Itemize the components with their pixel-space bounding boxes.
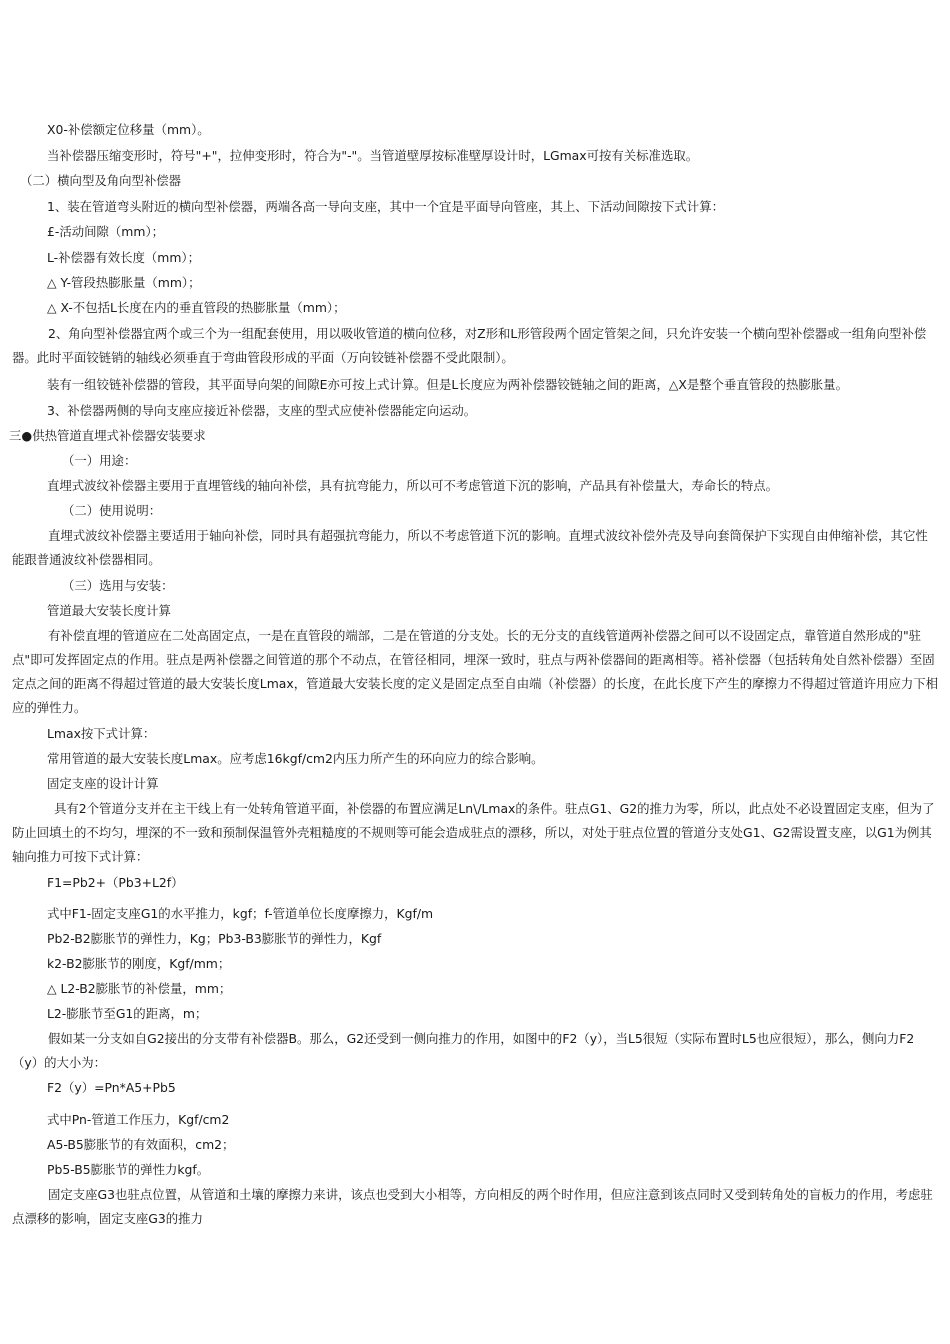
text-line: 式中Pn-管道工作压力，Kgf/cm2 bbox=[47, 1112, 230, 1127]
text-line: X0-补偿额定位移量（mm）。 bbox=[47, 122, 210, 137]
paragraph: 固定支座G3也驻点位置，从管道和土壤的摩擦力来讲，该点也受到大小相等，方向相反的两个时作用，但应注意到该点同时又受到转角处的盲板力的作用，考虑驻点漂移的影响，固定支座G3的推力 bbox=[12, 1187, 933, 1226]
text-line: 3、补偿器两侧的导向支座应接近补偿器，支座的型式应使补偿器能定向运动。 bbox=[47, 403, 477, 418]
text-line: 管道最大安装长度计算 bbox=[47, 603, 171, 618]
paragraph: 有补偿直埋的管道应在二处高固定点，一是在直管段的端部，二是在管道的分支处。长的无分支的直线管道两补偿器之间可以不设固定点，靠管道自然形成的"驻点"即可发挥固定点的作用。驻点是两补偿器之间管道的那个不动点，在管径相同，埋深一致时，驻点与两补偿器间的距离相等。褡补偿器（包括转角处自然补偿器）至固定点之间的距离不得超过管道的最大安装长度Lmax，管道最大安装长度的定义是固定点至自由端（补偿器）的长度，在此长度下产生的摩擦力不得超过管道许用应力下相应的弹性力。 bbox=[12, 628, 939, 715]
subsection-heading: （三）选用与安装： bbox=[62, 578, 174, 593]
text-line: k2-B2膨胀节的刚度，Kgf/mm； bbox=[47, 956, 231, 971]
section-heading: （二）横向型及角向型补偿器 bbox=[20, 173, 182, 188]
text-line: L-补偿器有效长度（mm）； bbox=[47, 250, 201, 265]
text-line: 直埋式波纹补偿器主要用于直埋管线的轴向补偿，具有抗弯能力，所以可不考虑管道下沉的影响，产品具有补偿量大，寿命长的特点。 bbox=[47, 478, 779, 493]
text-line: Pb5-B5膨胀节的弹性力kgf。 bbox=[47, 1162, 210, 1177]
paragraph: 直埋式波纹补偿器主要适用于轴向补偿，同时具有超强抗弯能力，所以不考虑管道下沉的影响。直埋式波纹补偿外壳及导向套筒保护下实现自由伸缩补偿，其它性能跟普通波纹补偿器相同。 bbox=[12, 528, 928, 567]
text-line: L2-膨胀节至G1的距离，m； bbox=[47, 1006, 208, 1021]
text-line: 式中F1-固定支座G1的水平推力，kgf；f-管道单位长度摩擦力，Kgf/m bbox=[47, 906, 434, 921]
text-line: 装有一组铰链补偿器的管段，其平面导向架的间隙E亦可按上式计算。但是L长度应为两补偿器铰链轴之间的距离，△X是整个垂直管段的热膨胀量。 bbox=[47, 377, 848, 392]
text-line: Lmax按下式计算： bbox=[47, 726, 156, 741]
subsection-heading: （二）使用说明： bbox=[62, 503, 162, 518]
paragraph: 2、角向型补偿器宜两个或三个为一组配套使用，用以吸收管道的横向位移，对Z形和L形管段两个固定管架之间，只允许安装一个横向型补偿器或一组角向型补偿器。此时平面铰链销的轴线必须垂直于弯曲管段形成的平面（万向铰链补偿器不受此限制）。 bbox=[12, 326, 927, 365]
text-line: △ X-不包括L长度在内的垂直管段的热膨胀量（mm）； bbox=[47, 300, 346, 315]
text-line: Pb2-B2膨胀节的弹性力，Kg；Pb3-B3膨胀节的弹性力，Kgf bbox=[47, 931, 382, 946]
text-line: △ Y-管段热膨胀量（mm）； bbox=[47, 275, 201, 290]
subsection-heading: （一）用途： bbox=[62, 453, 137, 468]
text-line: A5-B5膨胀节的有效面积，cm2； bbox=[47, 1137, 235, 1152]
text-line: 1、装在管道弯头附近的横向型补偿器，两端各高一导向支座，其中一个宜是平面导向管座，其上、下活动间隙按下式计算： bbox=[47, 199, 724, 214]
text-line: 固定支座的设计计算 bbox=[47, 776, 159, 791]
text-line: △ L2-B2膨胀节的补偿量，mm； bbox=[47, 981, 232, 996]
formula: F2（y）=Pn*A5+Pb5 bbox=[47, 1080, 176, 1095]
paragraph: 具有2个管道分支并在主干线上有一处转角管道平面，补偿器的布置应满足Ln\/Lmax的条件。驻点G1、G2的推力为零，所以，此点处不必设置固定支座，但为了防止回填土的不均匀，埋深的不一致和预制保温管外壳粗糙度的不规则等可能会造成驻点的漂移，所以，对处于驻点位置的管道分支处G1、G2需设置支座，以G1为例其轴向推力可按下式计算： bbox=[12, 801, 935, 864]
section-heading: 三●供热管道直埋式补偿器安装要求 bbox=[9, 428, 206, 443]
paragraph: 假如某一分支如自G2接出的分支带有补偿器B。那么，G2还受到一侧向推力的作用，如图中的F2（y），当L5很短（实际布置时L5也应很短），那么，侧向力F2（y）的大小为： bbox=[12, 1031, 915, 1070]
text-line: 当补偿器压缩变形时，符号"+"，拉伸变形时，符合为"-"。当管道壁厚按标准壁厚设计时，LGmax可按有关标准选取。 bbox=[47, 148, 699, 163]
text-line: 常用管道的最大安装长度Lmax。应考虑16kgf/cm2内压力所产生的环向应力的综合影响。 bbox=[47, 751, 544, 766]
formula: F1=Pb2+（Pb3+L2f） bbox=[47, 875, 184, 890]
text-line: £-活动间隙（mm）； bbox=[47, 224, 165, 239]
